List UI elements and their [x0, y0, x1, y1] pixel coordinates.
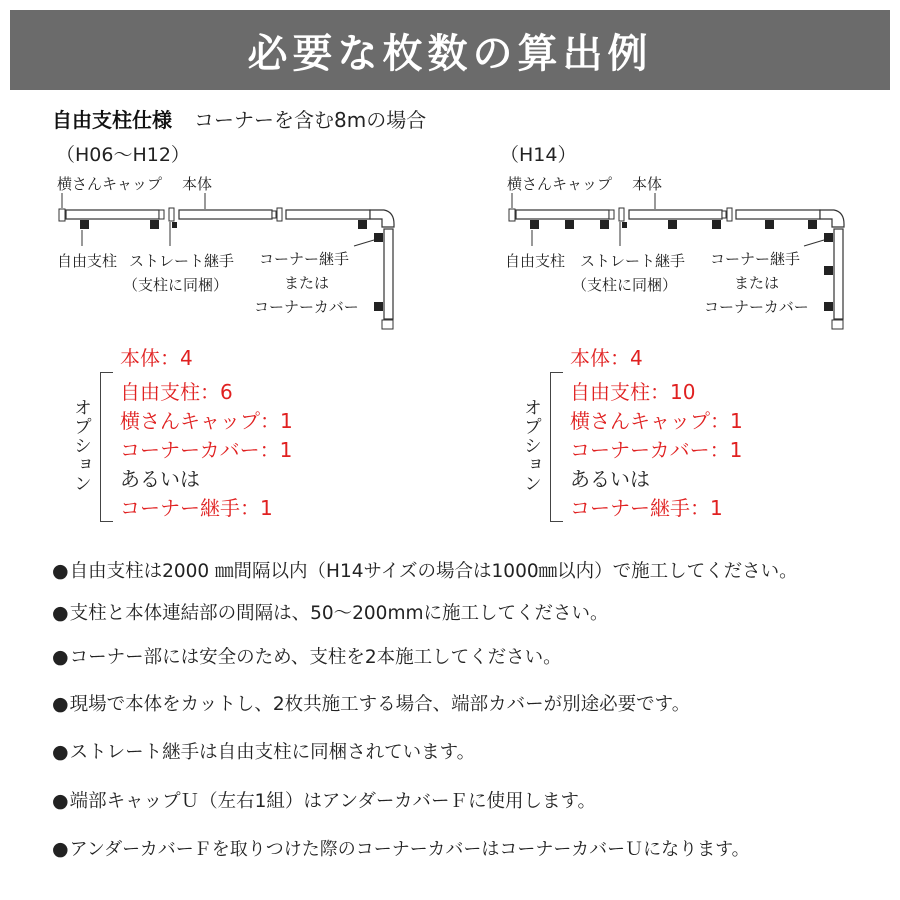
bullet-icon: ● [52, 602, 69, 624]
diagram-h06-h12 [57, 175, 394, 329]
note-item: ●現場で本体をカットし、2枚共施工する場合、端部カバーが別途必要です。 [52, 693, 691, 715]
option-item: 横さんキャップ：1 [570, 409, 743, 433]
side-cap-shape [59, 209, 65, 221]
straight-joint-shape [169, 208, 174, 221]
body-panel [629, 210, 722, 219]
straight-joint-label: ストレート継手 [129, 252, 235, 270]
straight-joint-shape [619, 208, 624, 221]
corner-joint-shape [370, 210, 394, 227]
option-bracket [100, 372, 113, 522]
diagram-h14 [505, 175, 844, 329]
body-panel [179, 210, 272, 219]
straight-joint-shape [277, 208, 282, 221]
note-item: ●ストレート継手は自由支柱に同梱されています。 [52, 741, 476, 763]
corner-joint-label: コーナー継手 [710, 250, 801, 268]
body-count: 本体：4 [120, 346, 193, 370]
spec-condition: コーナーを含む8mの場合 [194, 108, 427, 132]
variant-1-size-label: （H06〜H12） [56, 144, 190, 166]
bullet-icon: ● [52, 790, 69, 812]
option-item: コーナーカバー：1 [570, 438, 743, 462]
post [808, 220, 817, 229]
post [565, 220, 574, 229]
body-count: 本体：4 [570, 346, 643, 370]
page-title: 必要な枚数の算出例 [247, 30, 653, 77]
note-item: ●支柱と本体連結部の間隔は、50〜200mmに施工してください。 [52, 602, 609, 624]
post [374, 233, 383, 242]
corner-cover-label: コーナーカバー [704, 298, 809, 316]
or-text: あるいは [570, 467, 650, 491]
post [358, 220, 367, 229]
option-label: オプション [71, 398, 92, 493]
post-label: 自由支柱 [57, 252, 118, 270]
straight-joint-note: （支柱に同梱） [123, 276, 229, 294]
side-cap-shape [509, 209, 515, 221]
option-item: コーナーカバー：1 [120, 438, 293, 462]
post [600, 220, 609, 229]
post [374, 302, 383, 311]
option-item: 横さんキャップ：1 [120, 409, 293, 433]
straight-joint-label: ストレート継手 [580, 252, 686, 270]
corner-cover-label: コーナーカバー [254, 298, 359, 316]
body-panel [834, 229, 843, 319]
body-panel [516, 210, 609, 219]
post [824, 266, 833, 275]
option-item: コーナー継手：1 [120, 496, 273, 520]
bullet-icon: ● [52, 838, 69, 860]
corner-joint-label: コーナー継手 [259, 250, 350, 268]
body-panel [66, 210, 159, 219]
side-cap-label: 横さんキャップ [57, 175, 163, 193]
side-cap-shape [832, 320, 843, 329]
body-panel [286, 210, 370, 219]
post [824, 233, 833, 242]
body-panel [736, 210, 820, 219]
side-cap-label: 横さんキャップ [507, 175, 613, 193]
post [530, 220, 539, 229]
post [80, 220, 89, 229]
spec-label: 自由支柱仕様 [52, 108, 172, 132]
variant-2-size-label: （H14） [500, 144, 577, 166]
bullet-icon: ● [52, 646, 69, 668]
joint-post [172, 222, 177, 228]
body-label: 本体 [632, 175, 663, 193]
option-label: オプション [521, 398, 542, 493]
side-cap-shape [382, 320, 393, 329]
post [765, 220, 774, 229]
bullet-icon: ● [52, 741, 69, 763]
option-item: コーナー継手：1 [570, 496, 723, 520]
post [712, 220, 721, 229]
post [824, 302, 833, 311]
or-text: あるいは [120, 467, 200, 491]
joint-post [622, 222, 627, 228]
body-label: 本体 [182, 175, 213, 193]
post [150, 220, 159, 229]
body-panel [384, 229, 393, 319]
option-item: 自由支柱：6 [120, 380, 233, 404]
straight-joint-note: （支柱に同梱） [572, 276, 678, 294]
option-item: 自由支柱：10 [570, 380, 696, 404]
straight-joint-shape [727, 208, 732, 221]
corner-joint-shape [820, 210, 844, 227]
bullet-icon: ● [52, 693, 69, 715]
bullet-icon: ● [52, 560, 69, 582]
note-item: ●端部キャップＵ（左右1組）はアンダーカバーＦに使用します。 [52, 790, 597, 812]
note-item: ●アンダーカバーＦを取りつけた際のコーナーカバーはコーナーカバーＵになります。 [52, 838, 750, 860]
post [668, 220, 677, 229]
option-bracket [550, 372, 563, 522]
or-label: または [734, 274, 780, 292]
note-item: ●コーナー部には安全のため、支柱を2本施工してください。 [52, 646, 562, 668]
note-item: ●自由支柱は2000 ㎜間隔以内（H14サイズの場合は1000㎜以内）で施工してください。 [52, 560, 798, 582]
or-label: または [284, 274, 330, 292]
post-label: 自由支柱 [505, 252, 566, 270]
